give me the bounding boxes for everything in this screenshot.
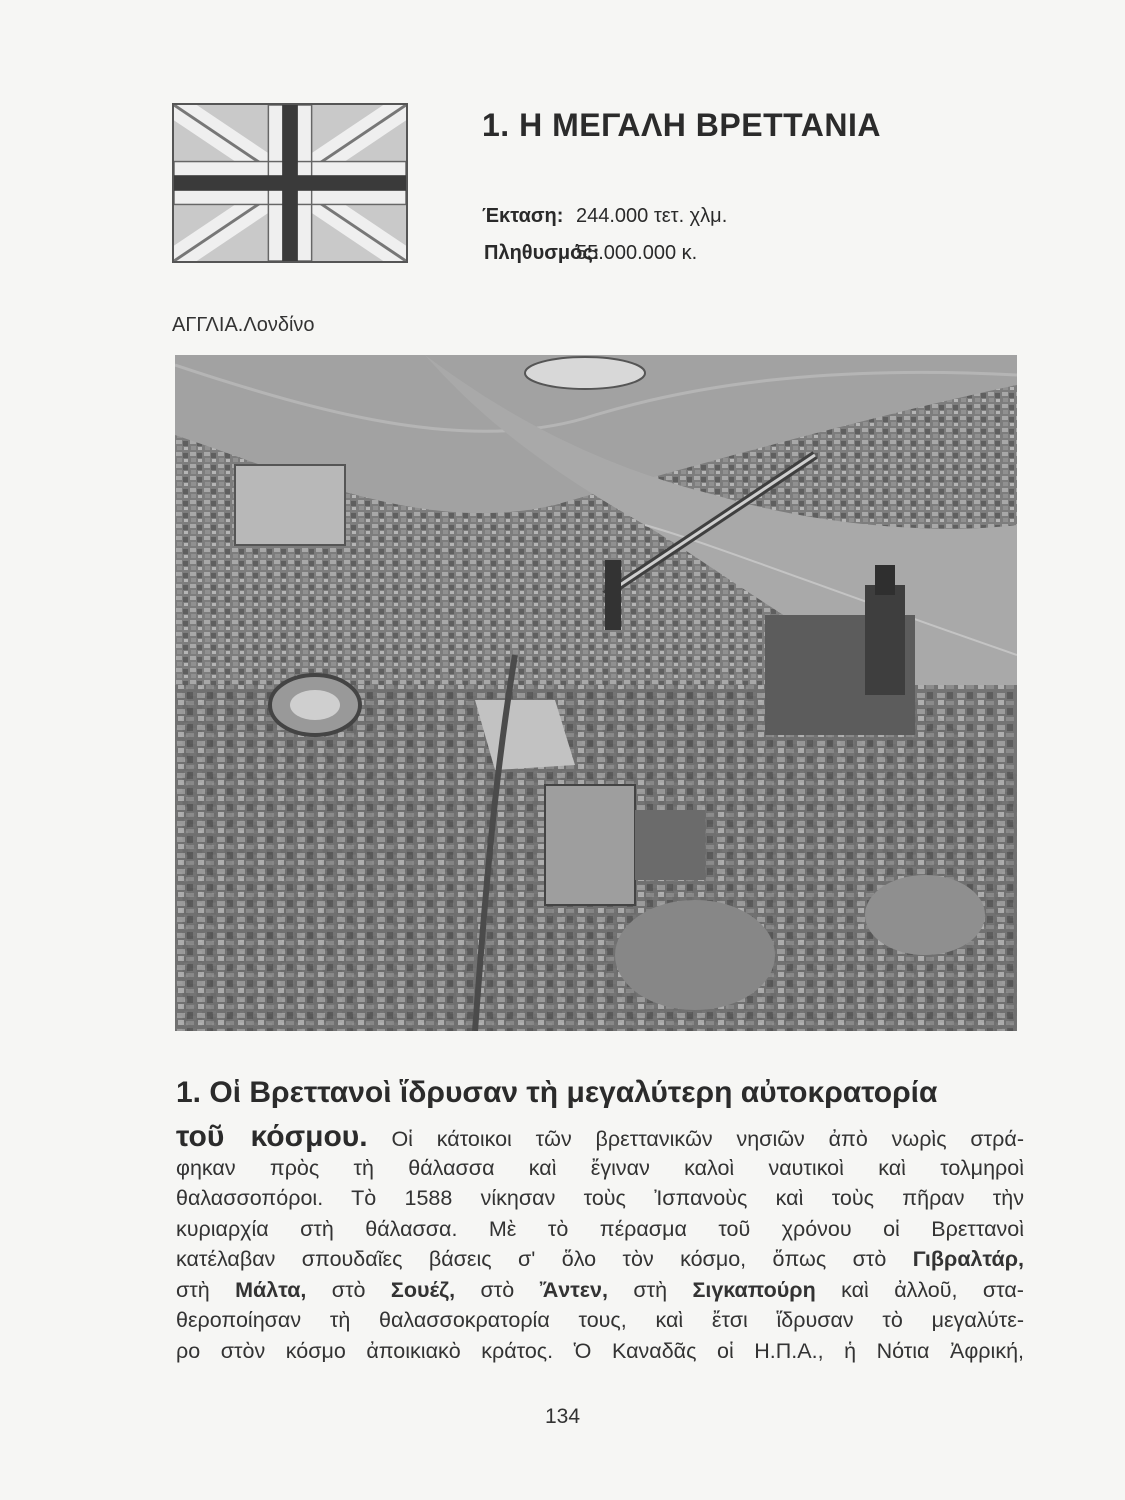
area-row [0,205,1125,231]
population-value: 55.000.000 κ. [576,242,698,264]
area-label: Έκταση: [482,205,564,227]
london-aerial-photo [175,355,1017,1031]
body-line-5 [176,1244,1024,1275]
body-line-2: φηκαν πρὸς τὴ θάλασσα καὶ ἔγιναν καλοὶ ναυτικοὶ καὶ τολμηροὶ [176,1155,1024,1180]
body-line-7: θεροποίησαν τὴ θαλασσοκρατορία τους, καὶ ἔτσι ἵδρυσαν τὸ μεγαλύτε- [176,1308,1024,1332]
place-gibraltar: Γιβραλτάρ, [912,1247,1024,1271]
line6-e: καὶ ἀλλοῦ, στα- [841,1277,1024,1302]
section-body [176,1122,1024,1366]
line6-b: στὸ [331,1277,366,1302]
line6-d: στὴ [633,1277,668,1302]
line6-a: στὴ [176,1277,210,1302]
body-line-1 [176,1122,1024,1153]
population-row [0,242,1125,268]
body-line-6 [176,1275,1024,1306]
body-line-1-text: Οἱ κάτοικοι τῶν βρεττανικῶν νησιῶν ἀπὸ νωρὶς στρά- [391,1127,1024,1151]
chapter-title: 1. Η ΜΕΓΑΛΗ ΒΡΕΤΤΑΝΙΑ [482,107,882,143]
union-jack-flag-icon [172,103,408,263]
photo-caption: ΑΓΓΛΙΑ.Λονδίνο [172,314,315,336]
page-number: 134 [544,1405,581,1428]
heading-lead: τοῦ κόσμου. [176,1120,368,1153]
line6-c: στὸ [480,1277,515,1302]
place-aden: Ἄντεν, [539,1277,608,1302]
place-malta: Μάλτα, [235,1277,307,1302]
body-line-3: θαλασσοπόροι. Τὸ 1588 νίκησαν τοὺς Ἰσπανοὺς καὶ τοὺς πῆραν τὴν [176,1186,1024,1210]
place-singapore: Σιγκαπούρη [692,1277,816,1302]
place-suez: Σουέζ, [390,1277,456,1302]
population-label: Πληθυσμός: [484,242,600,264]
section-heading: 1. Οἱ Βρεττανοὶ ἵδρυσαν τὴ μεγαλύτερη αὐτοκρατορία [176,1076,938,1109]
body-line-4: κυριαρχία στὴ θάλασσα. Μὲ τὸ πέρασμα τοῦ χρόνου οἱ Βρεττανοὶ [176,1216,1024,1241]
body-line-8: ρο στὸν κόσμο ἀποικιακὸ κράτος. Ὁ Καναδᾶς οἱ Η.Π.Α., ἡ Νότια Ἀφρική, [176,1338,1024,1363]
body-line-5-text: κατέλαβαν σπουδαῖες βάσεις σ' ὅλο τὸν κόσμο, ὅπως στὸ [176,1247,887,1271]
area-value: 244.000 τετ. χλμ. [576,205,728,227]
